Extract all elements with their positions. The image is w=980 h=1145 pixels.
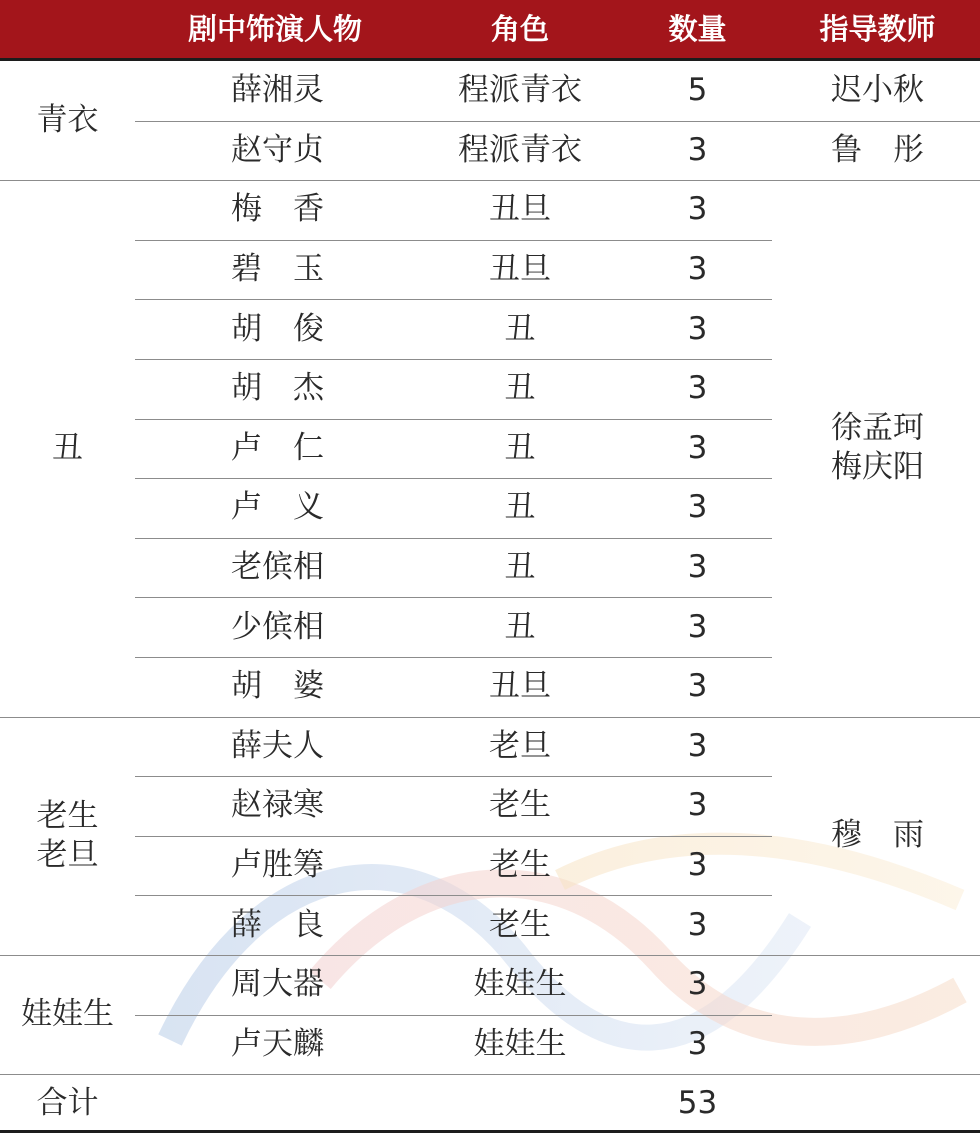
- role-cell: 程派青衣: [458, 72, 582, 109]
- group-divider: [0, 955, 980, 956]
- group-divider: [0, 1074, 980, 1075]
- row-divider: [135, 836, 772, 837]
- count-cell: 3: [687, 1025, 708, 1062]
- character-cell: 少傧相: [231, 608, 324, 645]
- header-character: 剧中饰演人物: [187, 11, 362, 46]
- row-divider: [135, 597, 772, 598]
- group-label: 娃娃生: [21, 996, 114, 1033]
- role-cell: 丑旦: [489, 668, 551, 705]
- teacher-cell: 穆 雨: [831, 817, 924, 854]
- total-count: 53: [677, 1085, 718, 1122]
- character-cell: 周大器: [231, 966, 324, 1003]
- role-cell: 老生: [489, 787, 551, 824]
- role-cell: 老生: [489, 847, 551, 884]
- header-teacher: 指导教师: [819, 11, 936, 46]
- character-cell: 薛夫人: [231, 727, 324, 764]
- character-cell: 胡 婆: [231, 668, 324, 705]
- count-cell: 3: [687, 966, 708, 1003]
- character-cell: 赵守贞: [231, 131, 324, 168]
- character-cell: 卢天麟: [231, 1025, 324, 1062]
- count-cell: 5: [687, 72, 708, 109]
- row-divider: [135, 895, 772, 896]
- count-cell: 3: [687, 429, 708, 466]
- count-cell: 3: [687, 608, 708, 645]
- header-count: 数量: [668, 11, 727, 46]
- character-cell: 薛湘灵: [231, 72, 324, 109]
- character-cell: 老傧相: [231, 549, 324, 586]
- role-cell: 丑: [504, 608, 536, 645]
- role-cell: 丑: [504, 489, 536, 526]
- count-cell: 3: [687, 131, 708, 168]
- count-cell: 3: [687, 549, 708, 586]
- character-cell: 卢胜筹: [231, 847, 324, 884]
- row-divider: [135, 776, 772, 777]
- count-cell: 3: [687, 906, 708, 943]
- group-divider: [0, 717, 980, 718]
- role-cell: 丑: [504, 549, 536, 586]
- row-divider: [135, 240, 772, 241]
- character-cell: 赵禄寒: [231, 787, 324, 824]
- header-role: 角色: [490, 11, 549, 46]
- character-cell: 胡 俊: [231, 310, 324, 347]
- row-divider: [135, 121, 980, 122]
- group-label: 老生 老旦: [36, 797, 99, 873]
- character-cell: 碧 玉: [231, 251, 324, 288]
- row-divider: [135, 299, 772, 300]
- character-cell: 薛 良: [231, 906, 324, 943]
- character-cell: 卢 仁: [231, 429, 324, 466]
- count-cell: 3: [687, 787, 708, 824]
- teacher-cell: 徐孟珂 梅庆阳: [831, 410, 924, 486]
- total-label: 合计: [36, 1085, 99, 1122]
- count-cell: 3: [687, 489, 708, 526]
- count-cell: 3: [687, 727, 708, 764]
- bottom-rule: [0, 1130, 980, 1133]
- count-cell: 3: [687, 191, 708, 228]
- row-divider: [135, 657, 772, 658]
- role-cell: 丑: [504, 429, 536, 466]
- count-cell: 3: [687, 370, 708, 407]
- count-cell: 3: [687, 310, 708, 347]
- row-divider: [135, 1015, 772, 1016]
- role-cell: 娃娃生: [473, 966, 567, 1003]
- teacher-cell: 迟小秋: [831, 72, 924, 109]
- role-cell: 丑旦: [489, 251, 551, 288]
- teacher-cell: [775, 955, 980, 1074]
- role-cell: 老生: [489, 906, 551, 943]
- character-cell: 卢 义: [231, 489, 324, 526]
- role-cell: 丑旦: [489, 191, 551, 228]
- row-divider: [135, 419, 772, 420]
- group-label: 丑: [52, 429, 83, 466]
- row-divider: [135, 359, 772, 360]
- role-cell: 丑: [504, 370, 536, 407]
- role-cell: 丑: [504, 310, 536, 347]
- role-cell: 老旦: [489, 727, 551, 764]
- character-cell: 胡 杰: [231, 370, 324, 407]
- character-cell: 梅 香: [231, 191, 324, 228]
- group-label: 青衣: [36, 102, 99, 139]
- row-divider: [135, 478, 772, 479]
- group-divider: [0, 180, 980, 181]
- row-divider: [135, 538, 772, 539]
- count-cell: 3: [687, 251, 708, 288]
- role-cell: 程派青衣: [458, 131, 582, 168]
- count-cell: 3: [687, 668, 708, 705]
- teacher-cell: 鲁 彤: [831, 131, 924, 168]
- count-cell: 3: [687, 847, 708, 884]
- role-cell: 娃娃生: [473, 1025, 567, 1062]
